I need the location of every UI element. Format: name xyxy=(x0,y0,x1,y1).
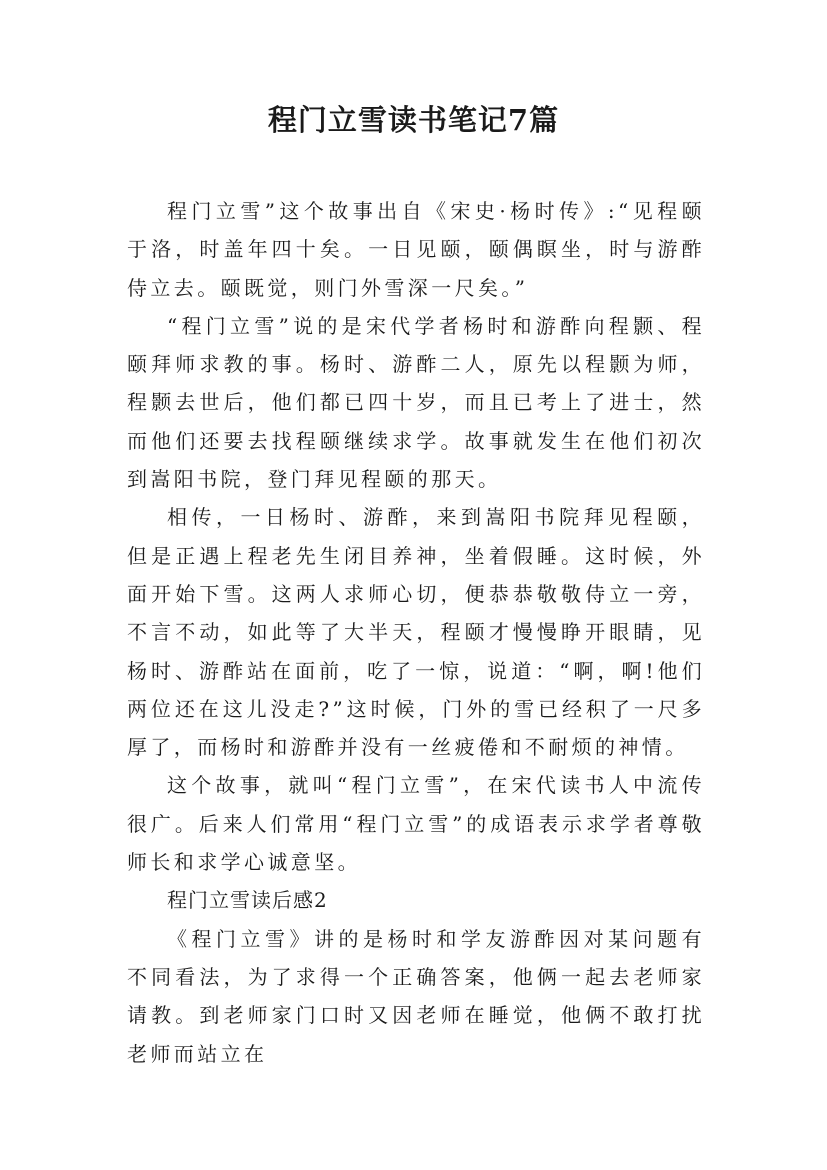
document-title: 程门立雪读书笔记7篇 xyxy=(267,103,560,137)
paragraph-2: “程门立雪”说的是宋代学者杨时和游酢向程颢、程颐拜师求教的事。杨时、游酢二人，原先以程颢为师，程颢去世后，他们都已四十岁，而且已考上了进士，然而他们还要去找程颐继续求学。故事就发生在他们初次到嵩阳书院，登门拜见程颐的那天。 xyxy=(127,313,705,492)
paragraph-1: 程门立雪”这个故事出自《宋史·杨时传》:“见程颐于洛，时盖年四十矣。一日见颐，颐偶瞑坐，时与游酢侍立去。颐既觉，则门外雪深一尺矣。” xyxy=(127,199,705,300)
section-heading: 程门立雪读后感2 xyxy=(167,888,328,913)
paragraph-3: 相传，一日杨时、游酢，来到嵩阳书院拜见程颐，但是正遇上程老先生闭目养神，坐着假睡。这时候，外面开始下雪。这两人求师心切，便恭恭敬敬侍立一旁，不言不动，如此等了大半天，程颐才慢慢睁开眼睛，见杨时、游酢站在面前，吃了一惊，说道：“啊，啊!他们两位还在这儿没走?”这时候，门外的雪已经积了一尺多厚了，而杨时和游酢并没有一丝疲倦和不耐烦的神情。 xyxy=(127,505,705,760)
paragraph-4: 这个故事，就叫“程门立雪”，在宋代读书人中流传很广。后来人们常用“程门立雪”的成语表示求学者尊敬师长和求学心诚意坚。 xyxy=(127,773,705,875)
paragraph-5: 《程门立雪》讲的是杨时和学友游酢因对某问题有不同看法，为了求得一个正确答案，他俩一起去老师家请教。到老师家门口时又因老师在睡觉，他俩不敢打扰老师而站立在 xyxy=(127,926,705,1066)
document-body xyxy=(127,192,705,1073)
